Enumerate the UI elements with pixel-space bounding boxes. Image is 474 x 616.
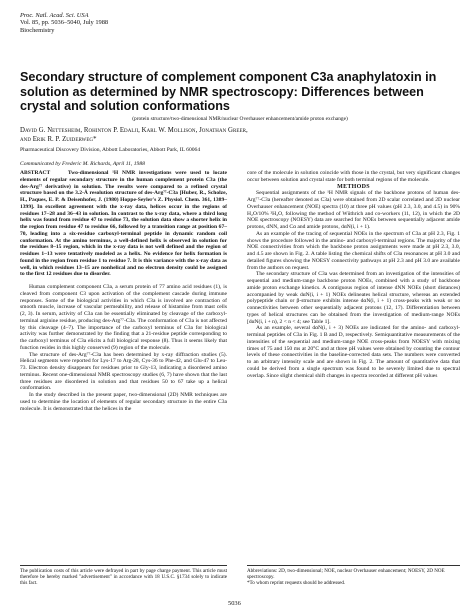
methods-paragraph-3: The secondary structure of C3a was determined from an investigation of the intensities of sequential and medium-range backbone proton NOEs, combined with a study of backbone amide proton exchange kinetics. A contiguous region of intense dNN NOEs (short distances) accompanied by weak dαN(i, i + 1) NOEs delineates helical structure, whereas an extended polypeptide chain or β-structure exhibits intense dαN(i, i + 1) cross-peaks with weak or no connectivities between other sequentially adjacent protons (12, 17). Differentiation between types of helical structures can be obtained from the investigation of medium-range NOEs [dαN(i, i + n), 2 < n < 4; see Table 1]. <box>247 271 460 325</box>
abbreviations-footnote: Abbreviations: 2D, two-dimensional; NOE, nuclear Overhauser enhancement; NOESY, 2D NOE spectroscopy. <box>247 568 445 580</box>
authors-line-1: David G. Nettesheim, Rohinton P. Edalji, Karl W. Mollison, Jonathan Greer, <box>20 127 248 134</box>
intro-continuation: core of the molecule in solution coincide with those in the crystal, but very significant changes occur between solution and crystal state for both terminal regions of the molecule. <box>247 170 460 183</box>
intro-paragraph-1: Human complement component C3a, a serum protein of 77 amino acid residues (1), is cleaved from component C3 upon activation of the complement cascade during immune responses. Some of the biological activities in which C3a is involved are contraction of smooth muscle, increase of vascular permeability, and release of histamine from mast cells (2, 3). In serum, activity of C3a can be essentially eliminated by cleavage of the carboxyl-terminal arginine residue, producing des-Arg⁷⁷-C3a. The conformation of C3a is not affected by this cleavage (4–7). The importance of the carboxyl terminus of C3a for biological activity was further demonstrated by the finding that a 21-residue peptide corresponding to the carboxyl terminus of C3a elicits a full biological response (8). Thus it seems likely that function resides in this highly conserved (9) region of the molecule. <box>20 284 227 351</box>
abstract-label: ABSTRACT <box>20 170 51 176</box>
authors <box>20 127 460 144</box>
methods-paragraph-1: Sequential assignments of the ¹H NMR signals of the backbone protons of human des-Arg⁷⁷-C3a (hereafter denoted as C3a) were obtained from 2D scalar correlated and 2D nuclear Overhauser enhancement (NOE) spectra (10) at three pH values (pH 2.3, 3.0, and 4.5) in 90% H₂O/10% ²H₂O, following the method of Wüthrich and co-workers (11, 12), in which the 2D NOE spectroscopy (NOESY) data are searched for NOEs between sequentially adjacent amide protons, dNN, and Cα and amide protons, dαN(i, i + 1). <box>247 190 460 230</box>
abstract <box>20 170 227 278</box>
authors-line-2: and Erik R. P. Zuiderweg* <box>20 135 97 143</box>
methods-heading: METHODS <box>337 183 370 190</box>
correspondence-footnote: *To whom reprint requests should be addressed. <box>247 580 346 586</box>
intro-paragraph-2: The structure of des-Arg⁷⁷-C3a has been determined by x-ray diffraction studies (5). Helical segments were reported for Lys-17 to Arg-28, Cys-36 to Phe-42, and Glu-47 to Leu-73. Electron density disappears for residues prior to Gly-13, indicating a disordered amino terminus. Recent one-dimensional NMR spectroscopy studies (6, 7) have shown that the last three residues are disordered in solution and that residues 50 to 67 take up a helical conformation. <box>20 351 227 392</box>
journal-name: Proc. Natl. Acad. Sci. USA <box>20 12 89 19</box>
affiliation: Pharmaceutical Discovery Division, Abbott Laboratories, Abbott Park, IL 60064 <box>20 147 201 153</box>
page-number: 5036 <box>228 600 241 607</box>
publication-cost-footnote: The publication costs of this article were defrayed in part by page charge payment. This article must therefore be hereby marked "advertisement" in accordance with 18 U.S.C. §1734 solely to indicate this fact. <box>20 568 227 586</box>
left-column <box>20 170 227 412</box>
footnote-divider-left <box>20 565 227 566</box>
intro-paragraph-3: In the study described in the present paper, two-dimensional (2D) NMR techniques are used to determine the location of elements of regular secondary structure in the entire C3a molecule. It is demonstrated that the helices in the <box>20 392 227 412</box>
journal-volume: Vol. 85, pp. 5036–5040, July 1988 <box>20 19 109 27</box>
methods-paragraph-4: As an example, several dαN(i, i + 3) NOEs are indicated for the amino- and carboxyl-terminal peptides of C3a in Fig. 1 B and D, respectively. Semiquantitative measurements of the intensities of the sequential and medium-range NOE cross-peaks from NOESY with mixing times of 75 and 150 ms at 20°C and at three pH values were obtained by counting the contour levels of these connectivities in the baseline-corrected data sets. The numbers were converted to an arbitrary intensity scale and are shown in Fig. 2. The amount of quantitative data that could be derived from a single spectrum was found to be severely limited due to spectral overlap. Since slight chemical shift changes in spectra recorded at different pH values <box>247 325 460 379</box>
article-title: Secondary structure of complement component C3a anaphylatoxin in solution as determined by NMR spectroscopy: Differences between crystal and solution conformations <box>20 70 437 114</box>
methods-paragraph-2: As an example of the tracing of sequential NOEs in the spectrum of C3a at pH 2.3, Fig. 1 shows the procedure followed in the amino- and carboxyl-terminal regions. The majority of the NOE connectivities from which the backbone proton assignments were made at pH 2.3, 3.0, and 4.5 are shown in Fig. 2. A table listing the chemical shifts of C3a resonances at pH 3.0 and detailed figures showing the NOESY connectivity pathways at pH 2.3 and pH 3.0 are available from the authors on request. <box>247 230 460 271</box>
journal-section: Biochemistry <box>20 26 55 34</box>
abstract-text: Two-dimensional ¹H NMR investigations were used to locate elements of regular secondary structure in the human complement protein C3a (the des-Arg⁷⁷ derivative) in solution. The results were compared to a refined crystal structure based on the 3.2-Å resolution structure of des-Arg⁷⁷-C3a [Huber, R., Scholze, H., Paques, E. P. & Deisenhofer, J. (1980) Hoppe-Seyler's Z. Physiol. Chem. 361, 1389–1399]. In excellent agreement with the x-ray data, helices occur in the regions of residues 17–28 and 36–43 in solution. In contrast to the x-ray data, where a third long helix was found from residue 47 to residue 73, the solution data show a shorter helix in the region from residue 47 to residue 66, followed by a transition range at position 67–70, leading into a six-residue carboxyl-terminal peptide in dynamic random coil conformation. At the amino terminus, a well-defined helix is observed in solution for the residues 8–15 region, which in the x-ray data is not well defined and the region of residues 1–13 were tentatively modeled as a helix. No evidence for helix formation is found in the region from residue 1 to residue 7. It is this variance with the x-ray data as well, in which residues 13–15 are nonhelical and no electron density could be assigned to the first 12 residues due to disorder. <box>20 170 227 278</box>
right-column <box>247 170 460 379</box>
journal-header <box>20 12 108 34</box>
footnote-divider-right <box>247 565 460 566</box>
keywords: (protein structure/two-dimensional NMR/nuclear Overhauser enhancement/amide proton exchange) <box>132 116 348 122</box>
communicated-by: Communicated by Frederic M. Richards, April 11, 1988 <box>20 161 145 167</box>
right-footnotes <box>247 568 460 586</box>
